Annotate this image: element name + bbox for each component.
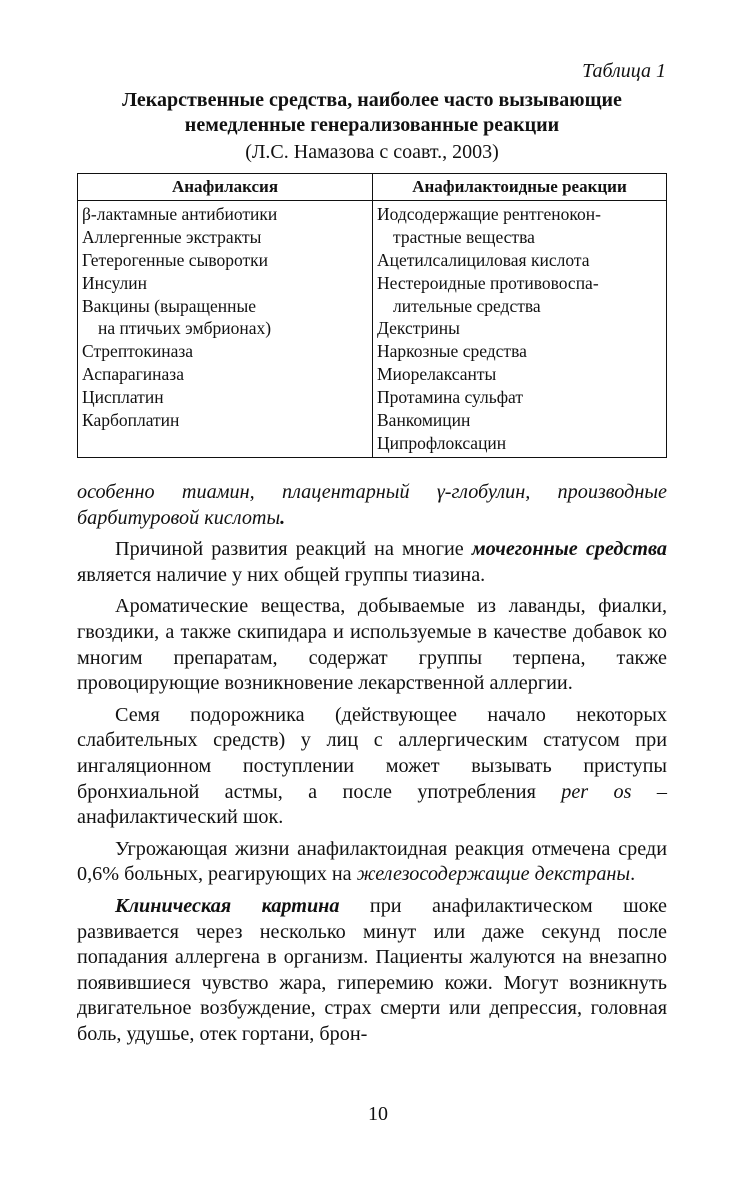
anaphylaxis-cell [78, 200, 373, 457]
table-entry: Нестероидные противовоспа- [377, 272, 599, 293]
table-body-row [78, 200, 667, 457]
paragraph [77, 894, 667, 1048]
table-entry: лительные средства [393, 295, 541, 316]
table-entry: β-лактамные антибиотики [82, 203, 278, 224]
paragraph [77, 594, 667, 696]
page-number: 10 [368, 1103, 388, 1125]
anaphylactoid-cell [373, 200, 667, 457]
text-run: железосодержащие декстраны [356, 863, 631, 886]
table-entry: Аспарагиназа [82, 364, 184, 385]
text-run: мочегонные средства [471, 538, 667, 561]
text-run: Угрожающая жизни анафилактоидная реакция отмечена среди 0,6% больных, реагирующих на [77, 837, 667, 886]
text-run: – анафилактический шок. [77, 780, 667, 829]
table-entry: Ванкомицин [377, 410, 471, 431]
table-entry: на птичьих эмбрионах) [98, 318, 272, 339]
table-entry: Миорелаксанты [377, 364, 497, 385]
table-entry: Гетерогенные сыворотки [82, 249, 269, 270]
text-run: является наличие у них общей группы тиазина. [77, 563, 486, 586]
paragraph [77, 703, 667, 831]
text-run: Ароматические вещества, добываемые из лаванды, фиалки, гвоздики, а также скипидара и используемые в качестве добавок ко многим препаратам, содержат группы терпена, также провоцирующие возникновение лекарственной аллергии. [77, 595, 667, 695]
table-entry: Протамина сульфат [377, 387, 524, 408]
paragraph [77, 480, 667, 531]
table-entry: Иодсодержащие рентгенокон- [377, 203, 601, 224]
table-entry: Ацетилсалициловая кислота [377, 249, 590, 270]
text-run: Семя подорожника (действующее начало некоторых слабительных средств) у лиц с аллергическим статусом при ингаляционном поступлении может вызывать приступы бронхиальной астмы, а после употребления [77, 703, 667, 803]
table-entry: Декстрины [377, 318, 460, 339]
table-title-line: Лекарственные средства, наиболее часто вызывающие [122, 89, 622, 111]
text-run: при анафилактическом шоке развивается через несколько минут или даже секунд после попадания аллергена в организм. Пациенты жалуются на внезапно появившиеся чувство жара, гиперемию кожи. Могут возникнуть двигательное возбуждение, страх смерти или депрессия, головная боль, удушье, отек гортани, брон- [77, 894, 667, 1045]
table-entry: Цисплатин [82, 387, 164, 408]
text-run: Клиническая картина [115, 894, 340, 917]
table-entry: Инсулин [82, 272, 147, 293]
drugs-table [77, 173, 667, 458]
paragraph [77, 537, 667, 588]
table-entry: Карбоплатин [82, 410, 180, 431]
text-run: особенно тиамин, плацентарный γ-глобулин, производные барбитуровой кислоты [77, 481, 667, 529]
table-entry: трастные вещества [393, 226, 535, 247]
text-run: . [280, 506, 286, 529]
paragraph [77, 837, 667, 888]
table-entry: Ципрофлоксацин [377, 432, 507, 453]
table-entry: Аллергенные экстракты [82, 226, 262, 247]
text-run: . [630, 863, 636, 886]
text-run: per os [561, 780, 632, 803]
table-entry: Вакцины (выращенные [82, 295, 257, 316]
table-entry: Стрептокиназа [82, 341, 194, 362]
header-anaphylactoid: Анафилактоидные реакции [373, 174, 667, 201]
body-text [77, 480, 667, 1047]
header-anaphylaxis: Анафилаксия [78, 174, 373, 201]
table-title-line: немедленные генерализованные реакции [184, 114, 560, 136]
text-run: Причиной развития реакций на многие [115, 538, 472, 561]
table-entry: Наркозные средства [377, 341, 527, 362]
table-title [76, 88, 668, 138]
table-source: (Л.С. Намазова с соавт., 2003) [245, 141, 499, 163]
table-header-row [78, 174, 667, 201]
table-label: Таблица 1 [582, 60, 666, 82]
